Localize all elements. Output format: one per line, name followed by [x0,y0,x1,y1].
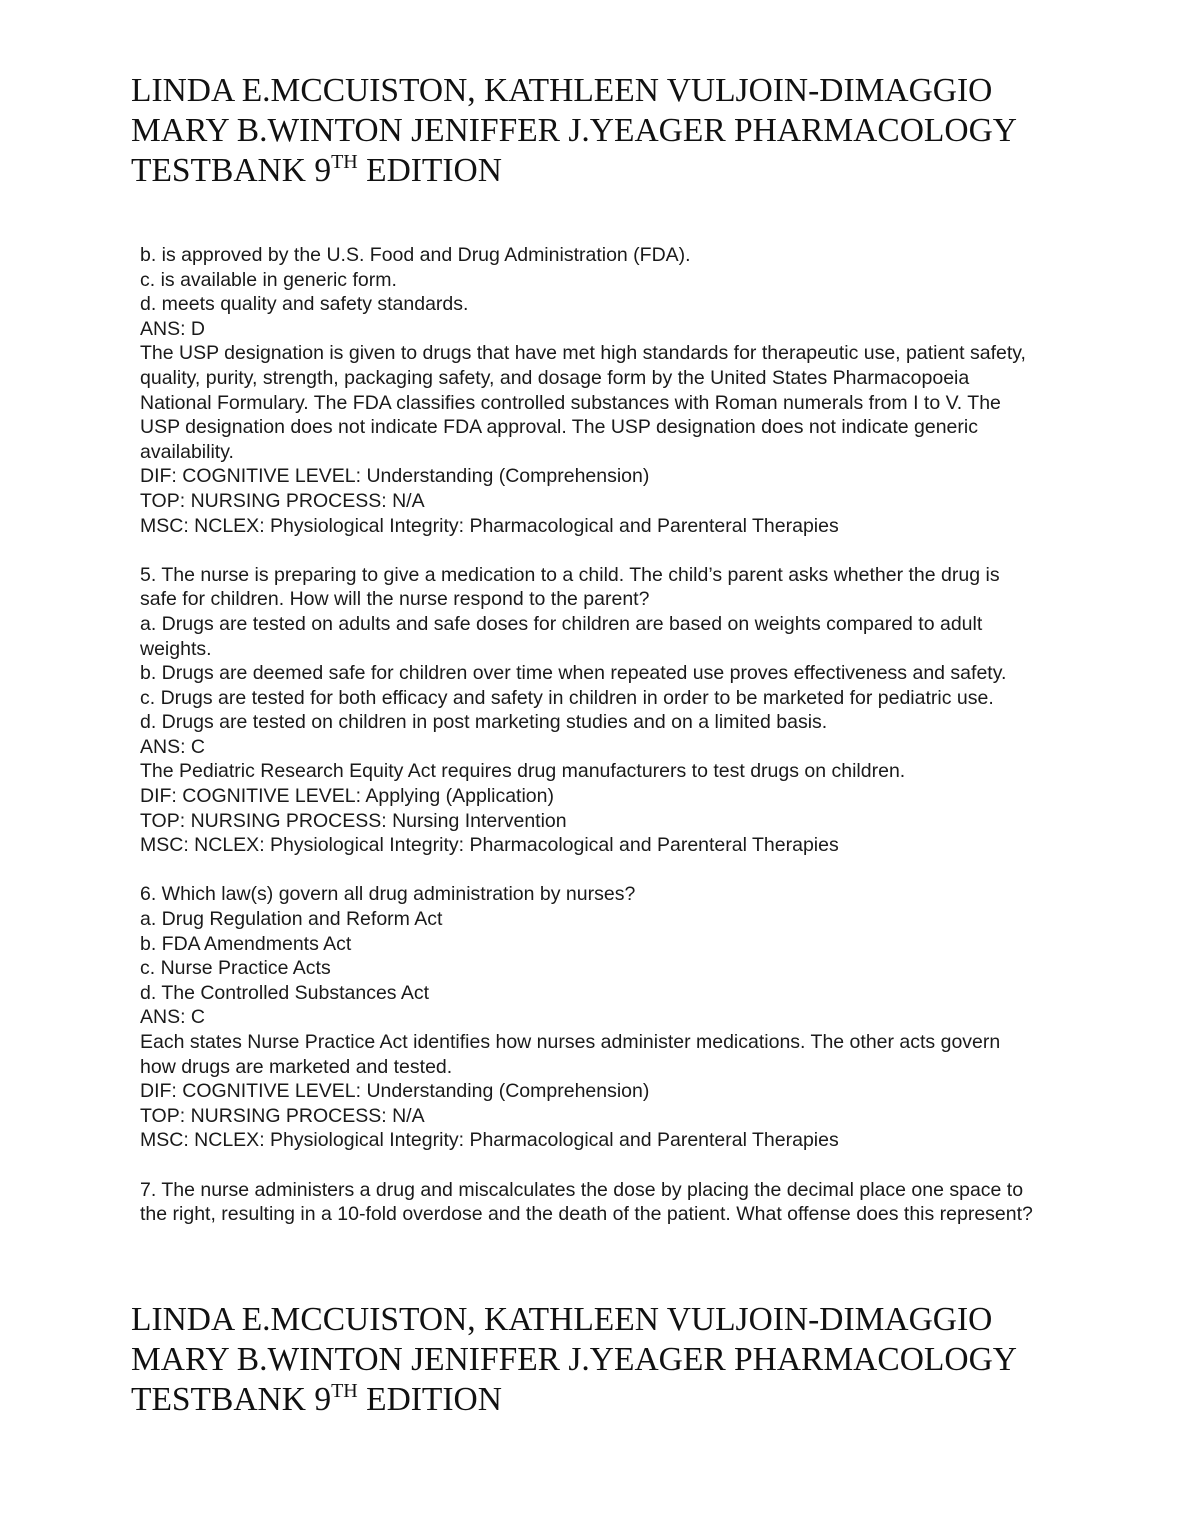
footer-line-3 [131,1380,1131,1420]
q4-rationale: The USP designation is given to drugs that have met high standards for therapeutic use, patient safety, quality, purity, strength, packaging safety, and dosage form by the United States Pharmacopoeia National Formulary. The FDA classifies controlled substances with Roman numerals from I to V. The USP designation does not indicate FDA approval. The USP designation does not indicate generic availability. [140,342,1026,463]
footer-line-3-suffix: EDITION [357,1381,502,1418]
q4-answer: ANS: D [140,317,206,340]
q5-option-b: b. Drugs are deemed safe for children over time when repeated use proves effectiveness and safety. [140,662,1007,685]
q5-option-a: a. Drugs are tested on adults and safe doses for children are based on weights compared to adult weights. [140,612,983,660]
header-line-2: MARY B.WINTON JENIFFER J.YEAGER PHARMACOLOGY [131,112,1017,149]
spacer [140,538,1040,563]
q4-option-d: d. meets quality and safety standards. [140,293,469,316]
q4-option-b: b. is approved by the U.S. Food and Drug Administration (FDA). [140,244,691,266]
spacer [140,858,1040,883]
q6-topic: TOP: NURSING PROCESS: N/A [140,1104,425,1127]
header-line-3-prefix: TESTBANK 9 [131,152,332,189]
q6-msc: MSC: NCLEX: Physiological Integrity: Pharmacological and Parenteral Therapies [140,1129,839,1152]
q4-msc: MSC: NCLEX: Physiological Integrity: Pharmacological and Parenteral Therapies [140,514,839,537]
footer-line-1: LINDA E.MCCUISTON, KATHLEEN VULJOIN-DIMAGGIO [131,1301,993,1338]
header-line-3-suffix: EDITION [357,152,502,189]
q6-option-a: a. Drug Regulation and Reform Act [140,908,443,931]
question-6-block [140,882,1040,1153]
page-footer [131,1300,1131,1420]
spacer [140,1153,1040,1178]
q7-question: 7. The nurse administers a drug and miscalculates the dose by placing the decimal place one space to the right, resulting in a 10-fold overdose and the death of the patient. What offense does this represent? [140,1178,1033,1226]
question-7-block [140,1178,1040,1227]
header-line-3 [131,151,1131,191]
q5-topic: TOP: NURSING PROCESS: Nursing Intervention [140,809,567,832]
question-5-block [140,563,1040,858]
question-4-block [140,243,1040,538]
footer-line-3-prefix: TESTBANK 9 [131,1381,332,1418]
q4-option-c: c. is available in generic form. [140,268,397,291]
q5-rationale: The Pediatric Research Equity Act requires drug manufacturers to test drugs on children. [140,760,906,783]
q4-difficulty: DIF: COGNITIVE LEVEL: Understanding (Comprehension) [140,465,650,488]
q5-msc: MSC: NCLEX: Physiological Integrity: Pharmacological and Parenteral Therapies [140,834,839,857]
q6-option-b: b. FDA Amendments Act [140,932,352,955]
q6-option-d: d. The Controlled Substances Act [140,981,430,1004]
q6-answer: ANS: C [140,1006,206,1029]
header-line-1: LINDA E.MCCUISTON, KATHLEEN VULJOIN-DIMAGGIO [131,72,993,109]
q5-option-d: d. Drugs are tested on children in post marketing studies and on a limited basis. [140,711,828,734]
footer-line-2: MARY B.WINTON JENIFFER J.YEAGER PHARMACOLOGY [131,1341,1017,1378]
document-body [140,243,1040,1227]
q5-option-c: c. Drugs are tested for both efficacy and safety in children in order to be marketed for pediatric use. [140,686,994,709]
q6-rationale: Each states Nurse Practice Act identifies how nurses administer medications. The other acts govern how drugs are marketed and tested. [140,1031,1001,1078]
q5-question: 5. The nurse is preparing to give a medication to a child. The child’s parent asks whether the drug is safe for children. How will the nurse respond to the parent? [140,563,1000,611]
q6-difficulty: DIF: COGNITIVE LEVEL: Understanding (Comprehension) [140,1080,650,1103]
q5-difficulty: DIF: COGNITIVE LEVEL: Applying (Application) [140,785,554,808]
footer-superscript: TH [331,1380,358,1402]
q5-answer: ANS: C [140,735,206,758]
page-header [131,71,1131,191]
header-superscript: TH [331,151,358,173]
q6-question: 6. Which law(s) govern all drug administration by nurses? [140,883,636,906]
q4-topic: TOP: NURSING PROCESS: N/A [140,489,425,512]
q6-option-c: c. Nurse Practice Acts [140,957,331,980]
